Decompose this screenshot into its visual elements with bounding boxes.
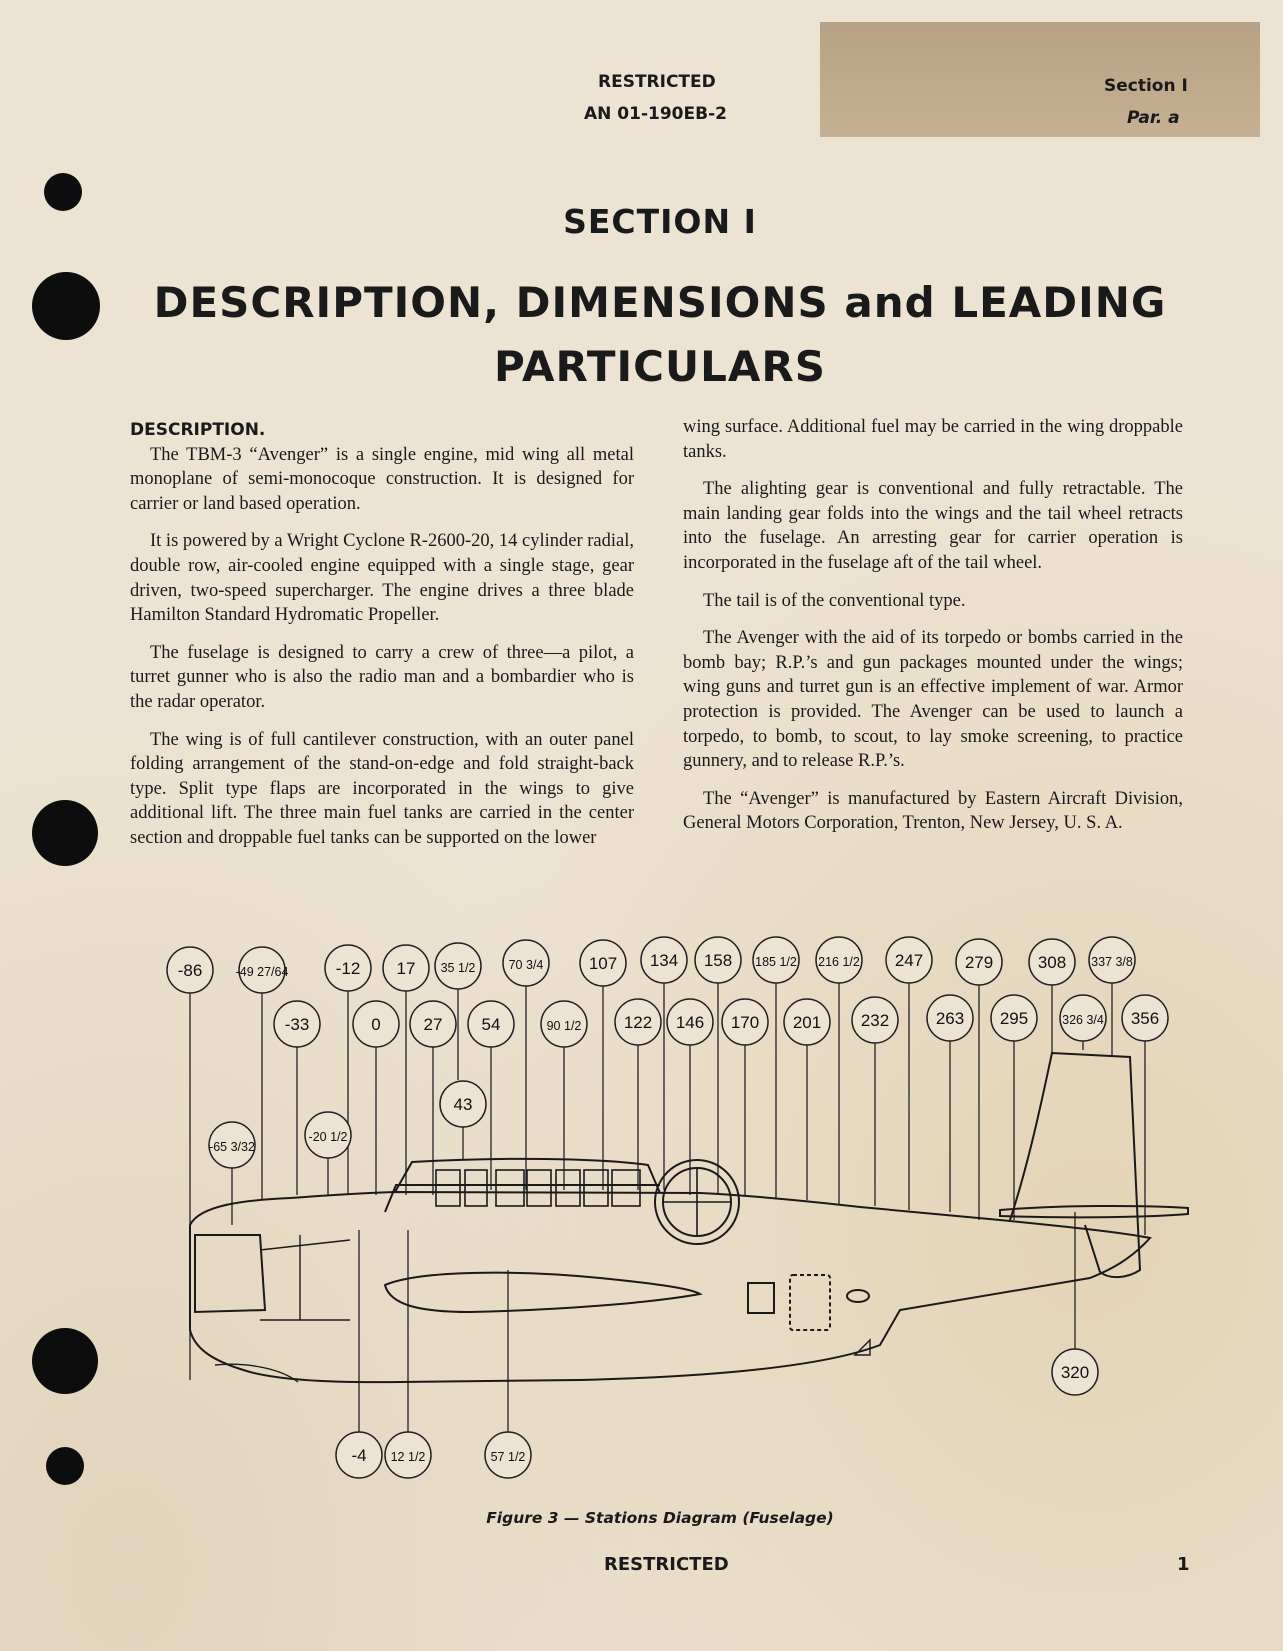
station-label: -33	[284, 1015, 310, 1034]
paragraph: The wing is of full cantilever construction, with an outer panel folding arrangement of the stand-on-edge and fold straight-back type. Split type flaps are incorporated in the wings to give additional lift. The three main fuel tanks are carried in the center section and droppable fuel tanks can be supported on the lower	[130, 729, 634, 848]
station-label: 295	[999, 1009, 1029, 1028]
paragraph-continued: wing surface. Additional fuel may be carried in the wing droppable tanks.	[683, 417, 1183, 462]
binder-hole	[32, 800, 98, 866]
stations-diagram	[150, 930, 1200, 1490]
paragraph: The alighting gear is conventional and fully retractable. The main landing gear folds into the wings and the tail wheel retracts into the fuselage. An arresting gear for carrier operation is incorporated in the fuselage aft of the tail wheel.	[683, 479, 1183, 573]
station-label: 27	[423, 1015, 443, 1034]
station-label: -4	[351, 1446, 367, 1465]
station-label: 247	[894, 951, 924, 970]
description-heading: DESCRIPTION.	[130, 420, 266, 440]
page-number: 1	[1177, 1554, 1190, 1575]
header-restricted: RESTRICTED	[598, 72, 716, 92]
station-label: 356	[1130, 1009, 1160, 1028]
station-label: 185 1/2	[755, 955, 797, 969]
station-label: 216 1/2	[818, 955, 860, 969]
station-label: 57 1/2	[490, 1450, 526, 1464]
station-label: 263	[935, 1009, 965, 1028]
header-par-ref: Par. a	[1127, 108, 1180, 128]
station-label: 201	[792, 1013, 822, 1032]
paragraph: The Avenger with the aid of its torpedo or bombs carried in the bomb bay; R.P.’s and gun packages mounted under the wings; wing guns and turret gun is an effective implement of war. Armor protection is provided. The Avenger can be used to launch a torpedo, to bomb, to scout, to lay smoke screening, to practice gunnery, and to release R.P.’s.	[683, 628, 1183, 772]
station-label: 90 1/2	[546, 1019, 582, 1033]
paragraph: The “Avenger” is manufactured by Eastern Aircraft Division, General Motors Corporation, Trenton, New Jersey, U. S. A.	[683, 788, 1183, 834]
station-label: 0	[371, 1015, 381, 1034]
paragraph: The fuselage is designed to carry a crew of three—a pilot, a turret gunner who is also the radio man and a bombardier who is the radar operator.	[130, 642, 634, 712]
station-label: 17	[396, 959, 416, 978]
body-left-column	[130, 418, 634, 864]
page-title-line2: PARTICULARS	[494, 342, 826, 391]
station-label: -86	[177, 961, 203, 980]
paper-stain	[820, 22, 1260, 137]
station-label: 54	[481, 1015, 501, 1034]
binder-hole	[46, 1447, 84, 1485]
station-label: 107	[588, 954, 618, 973]
station-label: 70 3/4	[508, 958, 544, 972]
station-label: 308	[1037, 953, 1067, 972]
body-right-column	[683, 415, 1183, 849]
station-label: 170	[730, 1013, 760, 1032]
station-label: 134	[649, 951, 679, 970]
header-section-ref: Section I	[1104, 76, 1188, 96]
station-label: 158	[703, 951, 733, 970]
station-label: 146	[675, 1013, 705, 1032]
figure-caption: Figure 3 — Stations Diagram (Fuselage)	[486, 1509, 834, 1527]
station-label: -12	[335, 959, 361, 978]
station-label: 279	[964, 953, 994, 972]
station-label: 337 3/8	[1091, 955, 1133, 969]
station-label: 43	[453, 1095, 473, 1114]
paragraph: The tail is of the conventional type.	[703, 590, 966, 611]
station-label: 232	[860, 1011, 890, 1030]
paragraph: It is powered by a Wright Cyclone R-2600-20, 14 cylinder radial, double row, air-cooled engine equipped with a single stage, gear driven, two-speed supercharger. The engine drives a three blade Hamilton Standard Hydromatic Propeller.	[130, 531, 634, 626]
page-title-line1: DESCRIPTION, DIMENSIONS and LEADING	[153, 278, 1167, 327]
station-label: -49 27/64	[235, 965, 289, 979]
aircraft-fuselage-drawing	[190, 1053, 1188, 1382]
section-label: SECTION I	[563, 202, 757, 241]
station-label: -65 3/32	[209, 1140, 255, 1154]
binder-hole	[32, 1328, 98, 1394]
paragraph: The TBM-3 “Avenger” is a single engine, mid wing all metal monoplane of semi-monocoque construction. It is designed for carrier or land based operation.	[130, 444, 634, 514]
footer-restricted: RESTRICTED	[604, 1554, 729, 1575]
station-label: -20 1/2	[308, 1130, 348, 1144]
station-label: 326 3/4	[1062, 1013, 1104, 1027]
header-doc-number: AN 01-190EB-2	[584, 104, 727, 124]
station-label: 12 1/2	[390, 1450, 426, 1464]
station-label: 35 1/2	[440, 961, 476, 975]
station-label: 320	[1060, 1363, 1090, 1382]
station-label: 122	[623, 1013, 653, 1032]
